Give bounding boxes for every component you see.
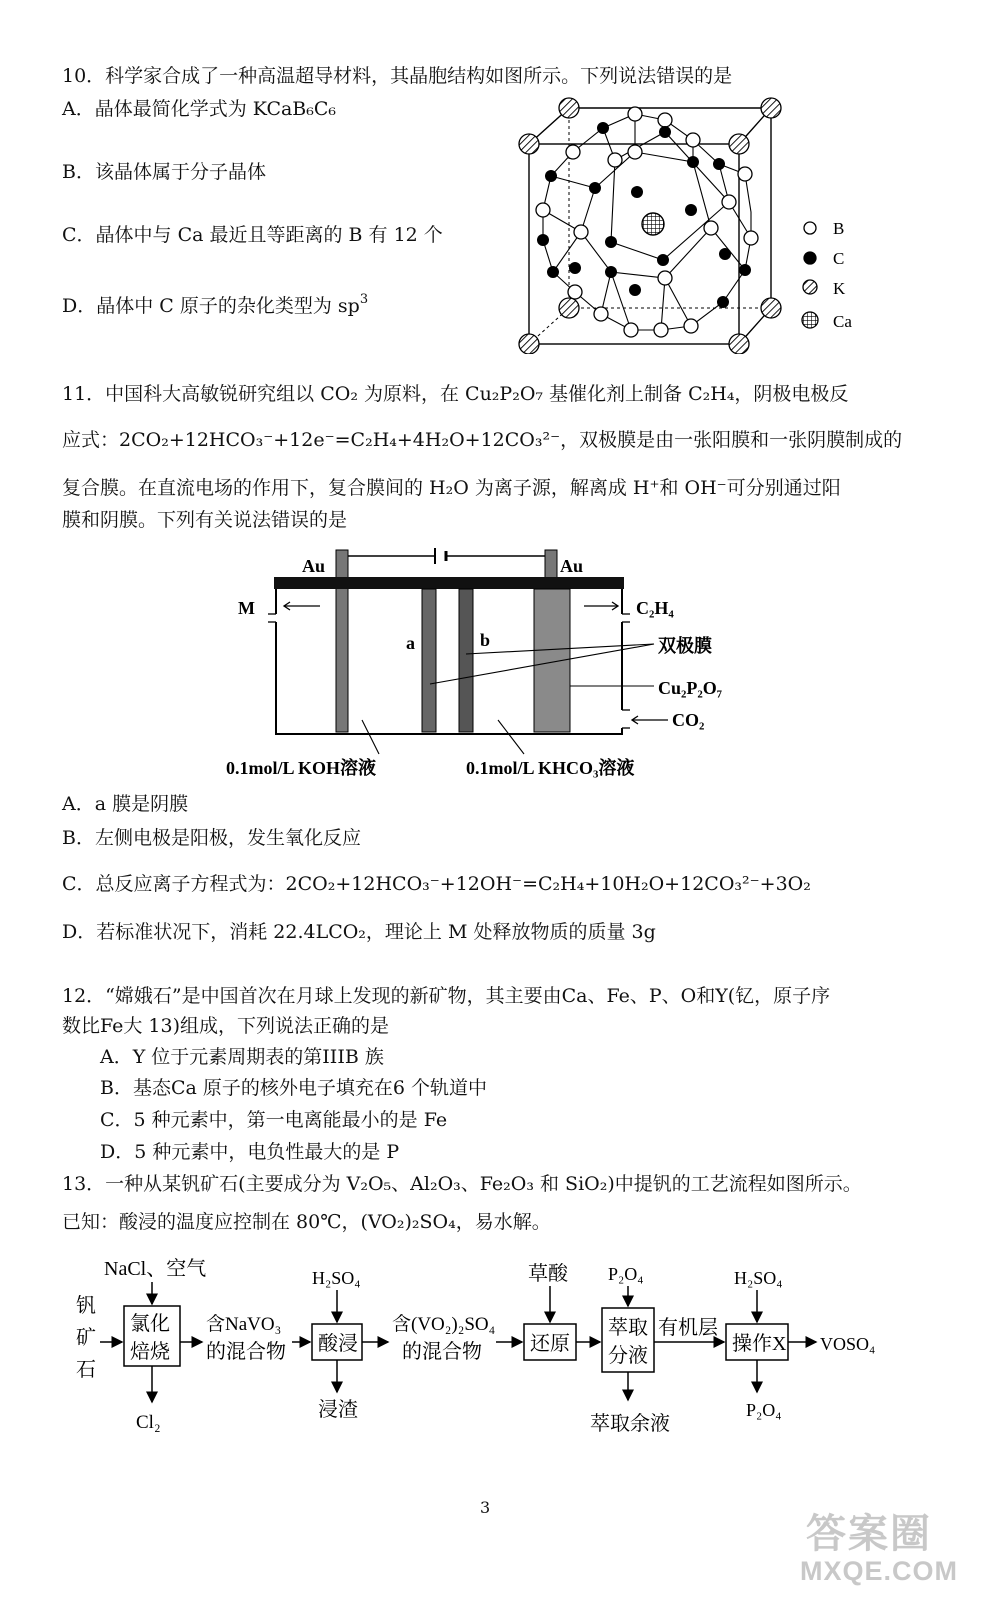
- label-koh: 0.1mol/L KOH溶液: [226, 758, 377, 778]
- flow-raffinate: 萃取余液: [590, 1413, 670, 1435]
- q12-line1: 12．“嫦娥石”是中国首次在月球上发现的新矿物，其主要由Ca、Fe、P、O和Y(钇，原子序: [62, 985, 831, 1007]
- label-co2: CO₂: [672, 710, 705, 730]
- flow-extract-2: 分液: [608, 1345, 648, 1367]
- q10-option-d: D．晶体中 C 原子的杂化类型为 $sp^3$: [62, 292, 369, 317]
- flow-nacl-air: NaCl、空气: [104, 1258, 207, 1280]
- q11-line2: 应式：2CO₂+12HCO₃⁻+12e⁻=C₂H₄+4H₂O+12CO₃²⁻，双极膜是由一张阳膜和一张阴膜制成的: [62, 429, 903, 451]
- flow-p2o4-in: P₂O₄: [608, 1264, 644, 1284]
- flow-h2so4-2: H₂SO₄: [734, 1268, 783, 1288]
- label-khco3: 0.1mol/L KHCO₃溶液: [466, 758, 635, 778]
- legend-ca: Ca: [833, 312, 852, 331]
- q10-stem: 10．科学家合成了一种高温超导材料，其晶胞结构如图所示。下列说法错误的是: [62, 65, 733, 87]
- q10-option-b: B．该晶体属于分子晶体: [62, 161, 266, 183]
- flow-reduce: 还原: [530, 1333, 570, 1355]
- crystal-cell-diagram: [515, 92, 875, 354]
- flow-h2so4-1: H₂SO₄: [312, 1268, 361, 1288]
- q11-line4: 膜和阴膜。下列有关说法错误的是: [62, 509, 348, 531]
- watermark-cn: 答案圈: [806, 1512, 932, 1556]
- q11-cathode-equation: 2CO₂+12HCO₃⁻+12e⁻=C₂H₄+4H₂O+12CO₃²⁻: [119, 429, 561, 451]
- flow-residue: 浸渣: [318, 1399, 358, 1421]
- label-c2h4: C₂H₄: [636, 598, 674, 618]
- legend-b: B: [833, 219, 845, 238]
- flow-vo2-2: 的混合物: [402, 1341, 482, 1363]
- q13-line1: 13．一种从某钒矿石(主要成分为 V₂O₅、Al₂O₃、Fe₂O₃ 和 SiO₂)中提钒的工艺流程如图所示。: [62, 1173, 862, 1195]
- q13-line2: 已知：酸浸的温度应控制在 80℃，(VO₂)₂SO₄，易水解。: [62, 1211, 551, 1233]
- q11-option-b: B．左侧电极是阳极，发生氧化反应: [62, 827, 361, 849]
- flow-ore-2: 矿: [76, 1327, 96, 1349]
- label-catalyst: Cu₂P₂O₇: [658, 678, 723, 698]
- flow-navo3-1: 含NaVO₃: [206, 1314, 282, 1335]
- flow-navo3-2: 的混合物: [206, 1341, 286, 1363]
- flow-vo2-1: 含(VO₂)₂SO₄: [392, 1314, 496, 1335]
- label-au-right: Au: [560, 556, 584, 576]
- label-bipolar-membrane: 双极膜: [658, 636, 712, 656]
- q12-option-a: A．Y 位于元素周期表的第IIIB 族: [100, 1046, 384, 1068]
- q12-option-d: D．5 种元素中，电负性最大的是 P: [100, 1141, 400, 1163]
- label-b: b: [480, 630, 491, 650]
- flow-roast-2: 焙烧: [130, 1341, 170, 1363]
- q11-line1: 11．中国科大高敏锐研究组以 CO₂ 为原料，在 Cu₂P₂O₇ 基催化剂上制备 C₂H₄，阴极电极反: [62, 383, 849, 405]
- flow-voso4: VOSO₄: [820, 1334, 876, 1354]
- q10-option-c: C．晶体中与 Ca 最近且等距离的 B 有 12 个: [62, 224, 443, 246]
- flow-acid-leach: 酸浸: [318, 1333, 358, 1355]
- label-m: M: [238, 598, 255, 618]
- q10-option-a: A．晶体最简化学式为 KCaB₆C₆: [62, 98, 337, 120]
- process-flow-diagram: [60, 1250, 940, 1450]
- q12-line2: 数比Fe大 13)组成，下列说法正确的是: [62, 1015, 390, 1037]
- q12-option-c: C．5 种元素中，第一电离能最小的是 Fe: [100, 1109, 448, 1131]
- q11-total-equation: 2CO₂+12HCO₃⁻+12OH⁻=C₂H₄+10H₂O+12CO₃²⁻+3O₂: [285, 873, 811, 895]
- flow-oxalic: 草酸: [528, 1263, 568, 1285]
- label-au-left: Au: [302, 556, 326, 576]
- label-a: a: [406, 633, 415, 653]
- flow-ore-1: 钒: [76, 1295, 96, 1317]
- q11-option-d: D．若标准状况下，消耗 22.4LCO₂，理论上 M 处释放物质的质量 3g: [62, 921, 656, 943]
- flow-extract-1: 萃取: [608, 1317, 648, 1339]
- flow-operation-x: 操作X: [732, 1333, 787, 1355]
- electrolysis-cell-diagram: [224, 542, 764, 782]
- q12-option-b: B．基态Ca 原子的核外电子填充在6 个轨道中: [100, 1077, 487, 1099]
- q11-line3: 复合膜。在直流电场的作用下，复合膜间的 H₂O 为离子源，解离成 H⁺和 OH⁻可分别通过阳: [62, 477, 841, 499]
- legend-c: C: [833, 249, 845, 268]
- page-number: 3: [480, 1498, 491, 1517]
- legend-k: K: [833, 279, 846, 298]
- flow-cl2: Cl₂: [136, 1412, 161, 1433]
- watermark-logo: [800, 1502, 985, 1596]
- watermark-en: MXQE.COM: [800, 1556, 959, 1586]
- flow-p2o4-out: P₂O₄: [746, 1400, 782, 1420]
- flow-roast-1: 氯化: [130, 1313, 170, 1335]
- flow-ore-3: 石: [76, 1359, 96, 1381]
- flow-organic-layer: 有机层: [658, 1317, 718, 1339]
- q11-option-c: C．总反应离子方程式为：2CO₂+12HCO₃⁻+12OH⁻=C₂H₄+10H₂O+12CO₃²⁻+3O₂: [62, 873, 811, 895]
- q11-option-a: A．a 膜是阴膜: [62, 793, 189, 815]
